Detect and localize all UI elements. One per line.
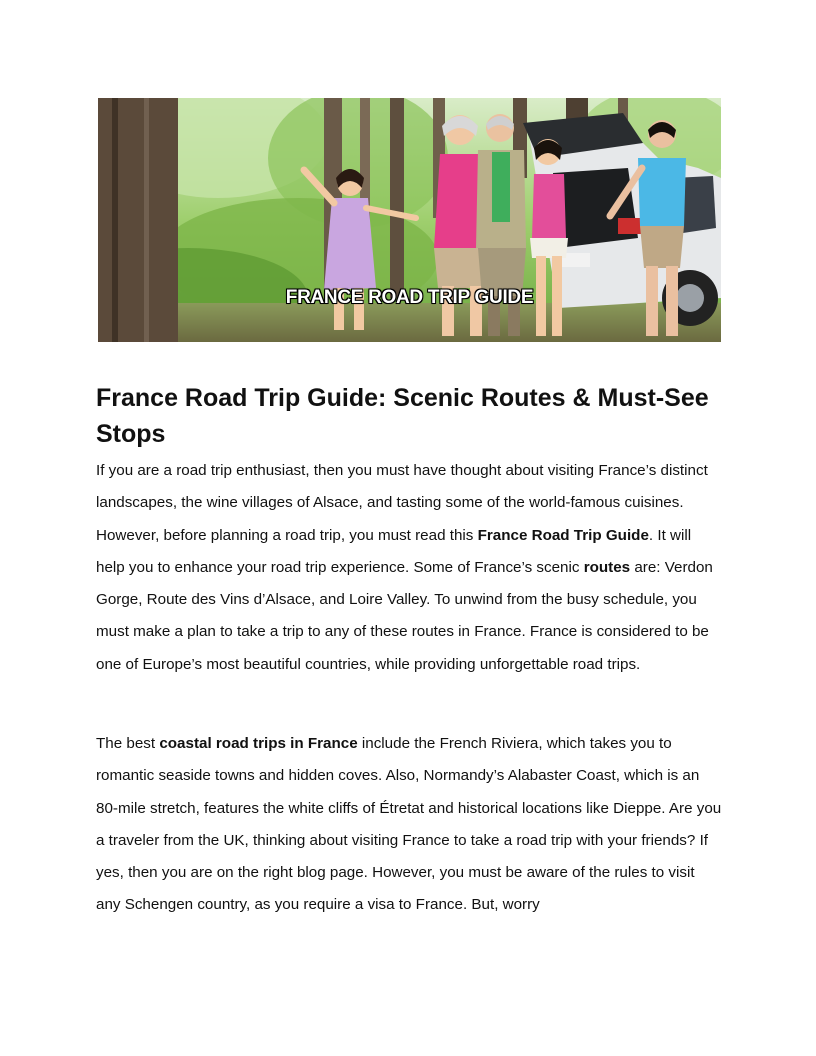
bold-phrase-routes: routes <box>583 558 631 576</box>
text-segment: The best <box>96 735 160 752</box>
bold-phrase-coastal-road-trips: coastal road trips in France <box>159 735 358 752</box>
text-segment: include the French Riviera, which takes you to romantic seaside towns and hidden coves. Also, Normandy’s Alabaster Coast, which is an 80-mile stretch, features the white cliffs of Étretat and historical locations like Dieppe. Are you a traveler from the UK, thinking about visiting France to take a road trip with your friends? If yes, then you are on the right blog page. However, you must be aware of the rules to visit any Schengen country, as you require a visa to France. But, worry <box>96 735 722 914</box>
article-title: France Road Trip Guide: Scenic Routes & Must-See Stops <box>96 384 709 448</box>
bold-phrase-road-trip-guide: France Road Trip Guide <box>477 526 649 544</box>
text-segment: . It will help you to enhance your road trip experience. Some of France’s scenic <box>96 526 692 576</box>
coastal-paragraph <box>96 728 722 922</box>
text-segment: are: Verdon Gorge, Route des Vins d’Alsace, and Loire Valley. To unwind from the busy schedule, you must make a plan to take a trip to any of these routes in France. France is considered to be one of Europe’s most beautiful countries, while providing unforgettable road trips. <box>96 558 713 673</box>
text-segment: If you are a road trip enthusiast, then you must have thought about visiting France’s distinct landscapes, the wine villages of Alsace, and tasting some of the world-famous cuisines. However, before planning a road trip, you must read this <box>96 462 708 544</box>
intro-paragraph <box>96 455 722 681</box>
hero-caption: FRANCE ROAD TRIP GUIDE <box>285 287 534 308</box>
hero-image <box>98 98 721 342</box>
